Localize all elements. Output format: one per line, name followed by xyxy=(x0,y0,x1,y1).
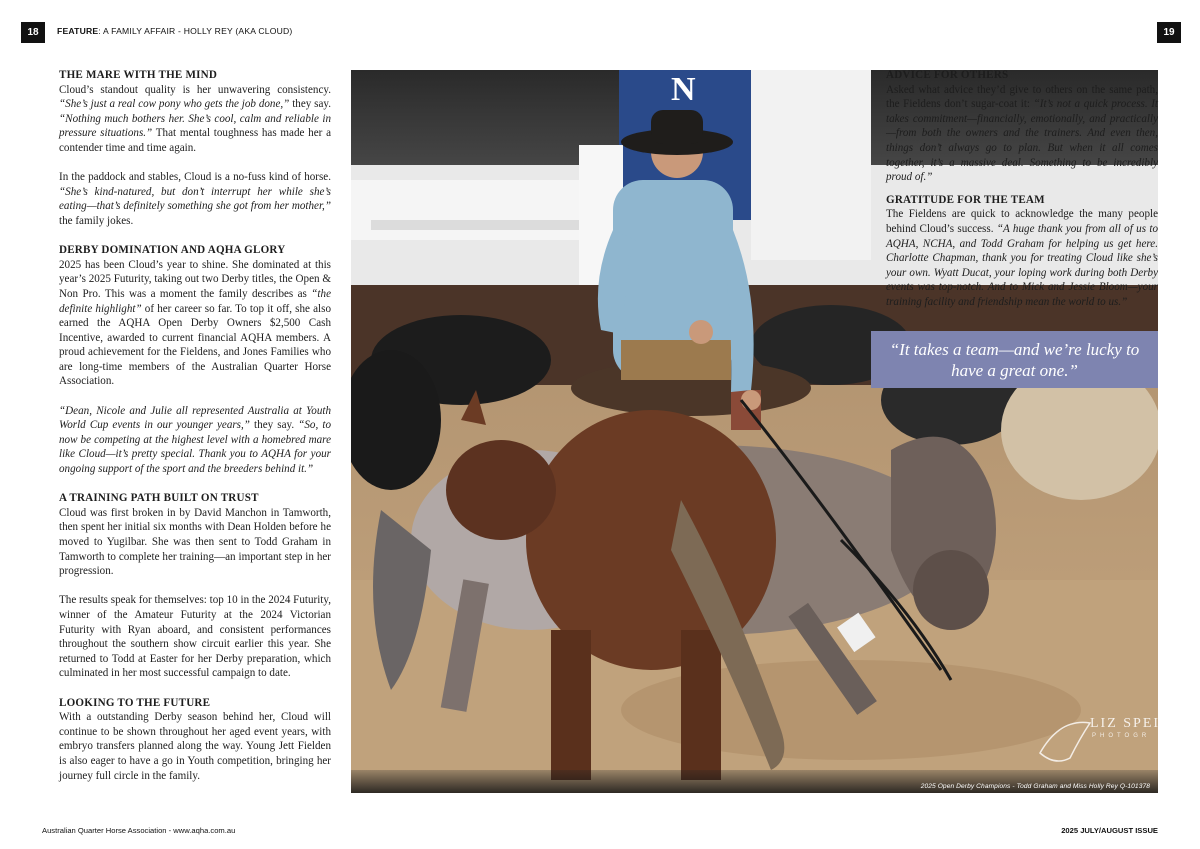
banner-letter: N xyxy=(671,71,696,108)
paragraph: Cloud was first broken in by David Manchon in Tamworth, then spent her initial six months with Dean Holden before he moved to Yugilbar. She was then sent to Todd Graham in Tamworth to complete her training—an important step in her progression. xyxy=(59,506,331,578)
paragraph: The results speak for themselves: top 10 in the 2024 Futurity, winner of the Amateur Futurity at the 2024 Victorian Futurity with Ryan aboard, and consistent performances throughout the southern show circuit earlier this year. She returned to Todd at Easter for her Derby preparation, which culminated in her most successful campaign to date. xyxy=(59,594,331,680)
paragraph: “Dean, Nicole and Julie all represented Australia at Youth World Cup events in our younger years,” they say. “So, to now be competing at the highest level with a homebred mare like Cloud—it’s pretty special. Thank you to AQHA for your ongoing support of the sport and the breeders behind it.” xyxy=(59,404,331,476)
running-head-section: FEATURE xyxy=(57,26,99,36)
photographer-watermark: LIZ SPEI xyxy=(1090,716,1161,731)
right-column xyxy=(886,68,1158,318)
paragraph: Asked what advice they’d give to others on the same path, the Fieldens don’t sugar-coat it: “It’s not a quick process. It takes commitment—financially, emotionally, and practically—from both the owners and the trainers. And even then, things don’t always go to plan. But when it all comes together, it’s a massive deal. Something to be incredibly proud of.” xyxy=(886,83,1158,184)
photographer-watermark-sub: PHOTOGR xyxy=(1092,733,1151,739)
running-head-title: : A FAMILY AFFAIR - HOLLY REY (AKA CLOUD) xyxy=(98,26,293,36)
paragraph: The Fieldens are quick to acknowledge the many people behind Cloud’s success. “A huge thank you from all of us to AQHA, NCHA, and Todd Graham for helping us get here. Charlotte Chapman, thank you for treating Cloud like she’s your own. Wyatt Ducat, your loping work during both Derby events was top-notch. And to Mick and Jessie Bloom—your training facility and friendship mean the world to us.” xyxy=(886,208,1158,308)
left-column xyxy=(59,68,331,798)
paragraph: In the paddock and stables, Cloud is a no-fuss kind of horse. “She’s kind-natured, but don’t interrupt her while she’s eating—that’s definitely something she got from her mother,” the family jokes. xyxy=(59,171,331,227)
heading-training-path: A TRAINING PATH BUILT ON TRUST xyxy=(59,492,259,505)
heading-derby-domination: DERBY DOMINATION AND AQHA GLORY xyxy=(59,244,286,257)
pull-quote: “It takes a team—and we’re lucky to have a great one.” xyxy=(871,331,1158,388)
heading-gratitude: GRATITUDE FOR THE TEAM xyxy=(886,193,1045,206)
page-number-left: 18 xyxy=(21,22,45,43)
caption-bar xyxy=(351,770,1158,793)
paragraph: With a outstanding Derby season behind her, Cloud will continue to be shown throughout her aged event years, with embryo transfers planned along the way. Young Jett Fielden is also eager to have a go in Youth competition, bringing her journey full circle in the family. xyxy=(59,711,331,782)
footer-left: Australian Quarter Horse Association - www.aqha.com.au xyxy=(42,826,236,835)
heading-looking-future: LOOKING TO THE FUTURE xyxy=(59,696,211,709)
heading-advice: ADVICE FOR OTHERS xyxy=(886,69,1009,81)
paragraph: Cloud’s standout quality is her unwavering consistency. “She’s just a real cow pony who gets the job done,” they say. “Nothing much bothers her. She’s cool, calm and reliable in pressure situations.” That mental toughness has made her a contender time and time again. xyxy=(59,83,331,154)
heading-mare-with-mind: THE MARE WITH THE MIND xyxy=(59,69,218,81)
photo-caption: 2025 Open Derby Champions - Todd Graham and Miss Holly Rey Q-101378 xyxy=(920,783,1150,790)
footer-right: 2025 JULY/AUGUST ISSUE xyxy=(1061,826,1158,835)
paragraph: 2025 has been Cloud’s year to shine. She dominated at this year’s 2025 Futurity, taking out two Derby titles, the Open & Non Pro. This was a moment the family describes as “the definite highlight” of her career so far. To top it off, she also earned the AQHA Open Derby Owners $2,500 Cash Incentive, awarded to current financial AQHA members. A proud achievement for the Fieldens, and Jones Families who are long-time members of the Australian Quarter Horse Association. xyxy=(59,258,331,388)
page-number-right: 19 xyxy=(1157,22,1181,43)
running-head xyxy=(57,26,293,36)
